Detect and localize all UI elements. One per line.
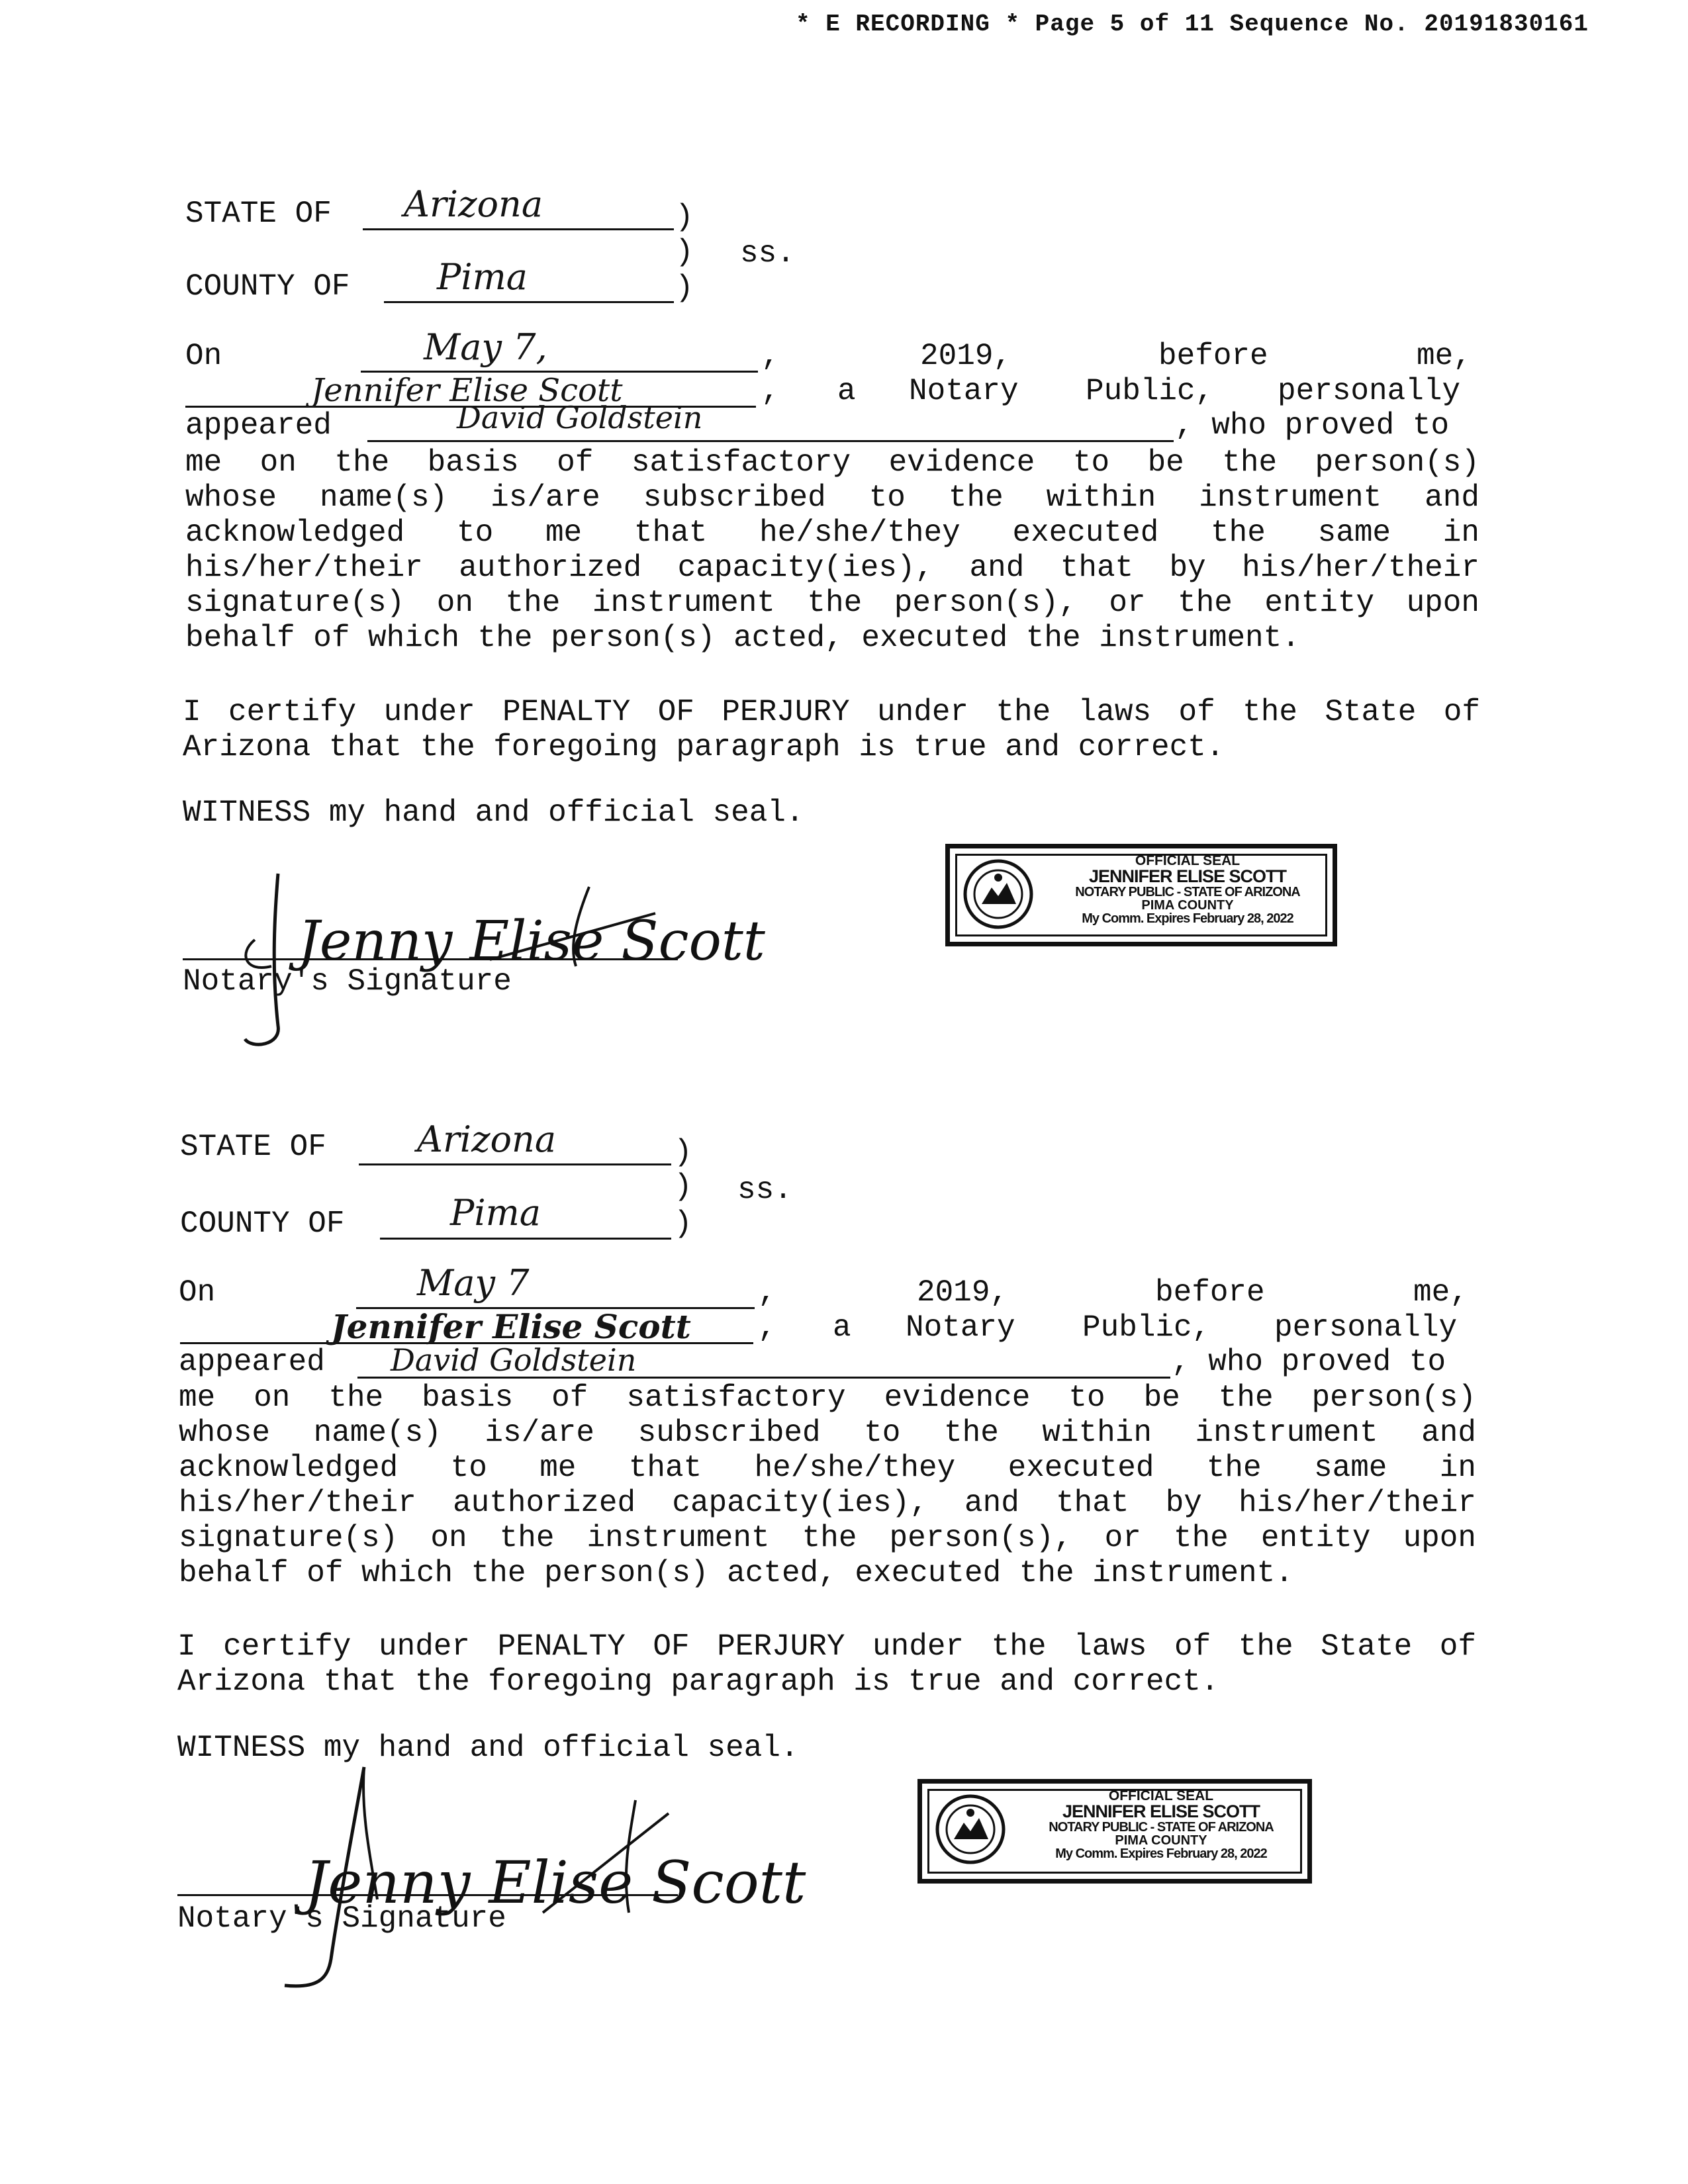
who-proved: , who proved to: [1175, 408, 1450, 443]
seal-line: My Comm. Expires February 28, 2022: [1082, 911, 1293, 926]
date-value: May 7,: [424, 326, 547, 368]
on-label: On: [179, 1275, 216, 1310]
notary-name: Jennifer Elise Scott: [331, 1307, 691, 1346]
certify-line: Arizona that the foregoing paragraph is true and correct.: [183, 730, 1225, 764]
seal-line: NOTARY PUBLIC - STATE OF ARIZONA: [1049, 1820, 1274, 1835]
appeared-label: appeared: [179, 1345, 325, 1379]
signature-underline: [183, 958, 678, 960]
paren: ): [675, 271, 694, 305]
state-value: Arizona: [417, 1118, 557, 1160]
witness-line: WITNESS my hand and official seal.: [177, 1731, 799, 1765]
county-value: Pima: [450, 1192, 541, 1234]
signature-script: Jenny Elise Scott: [305, 1848, 806, 1917]
comma: ,: [758, 1310, 776, 1345]
body-line: me on the basis of satisfactory evidence to be the person(s): [179, 1381, 1476, 1415]
date-value: May 7: [417, 1262, 530, 1304]
signature-script: Jenny Elise Scott: [298, 910, 765, 973]
comma: ,: [758, 1275, 776, 1310]
notary-seal: [917, 1779, 1312, 1884]
ss-label: ss.: [737, 1173, 792, 1207]
certify-line: I certify under PENALTY OF PERJURY under the laws of the State of: [183, 695, 1480, 729]
notary-name: Jennifer Elise Scott: [311, 372, 623, 409]
body-line: signature(s) on the instrument the person(s), or the entity upon: [179, 1521, 1476, 1555]
certify-paragraph: [177, 1629, 1476, 1700]
body-line: whose name(s) is/are subscribed to the within instrument and: [179, 1416, 1476, 1450]
me: me,: [1417, 339, 1472, 373]
notary: Notary: [909, 374, 1019, 408]
before: before: [1155, 1275, 1265, 1310]
seal-line: My Comm. Expires February 28, 2022: [1055, 1846, 1267, 1861]
me: me,: [1413, 1275, 1468, 1310]
paren: ): [675, 200, 694, 234]
personally: personally: [1278, 374, 1461, 408]
seal-line: OFFICIAL SEAL: [1108, 1788, 1214, 1803]
seal-line: NOTARY PUBLIC - STATE OF ARIZONA: [1075, 885, 1300, 899]
appeared-underline: [367, 440, 1174, 442]
seal-line: JENNIFER ELISE SCOTT: [1088, 866, 1287, 886]
on-label: On: [185, 339, 222, 373]
before: before: [1158, 339, 1268, 373]
who-proved: , who proved to: [1172, 1345, 1446, 1379]
appeared-value: David Goldstein: [457, 400, 703, 435]
body-line: his/her/their authorized capacity(ies), and that by his/her/their: [185, 551, 1479, 585]
notary-seal: [945, 844, 1337, 946]
seal-line: PIMA COUNTY: [1115, 1833, 1207, 1848]
certify-paragraph: [183, 695, 1480, 765]
seal-line: JENNIFER ELISE SCOTT: [1062, 1801, 1260, 1821]
paren: ): [674, 1206, 692, 1241]
acknowledgment-body: [179, 1381, 1476, 1591]
state-label: STATE OF: [185, 197, 332, 231]
certify-line: Arizona that the foregoing paragraph is true and correct.: [177, 1664, 1219, 1699]
a: a: [837, 374, 856, 408]
body-line: me on the basis of satisfactory evidence to be the person(s): [185, 445, 1479, 480]
appeared-value: David Goldstein: [391, 1342, 637, 1378]
signature-underline: [177, 1894, 678, 1896]
state-seal-icon: [934, 1793, 1007, 1866]
paren: ): [674, 1135, 692, 1169]
body-line: acknowledged to me that he/she/they executed the same in: [185, 516, 1479, 550]
state-label: STATE OF: [180, 1130, 326, 1164]
state-underline: [359, 1163, 671, 1165]
witness-line: WITNESS my hand and official seal.: [183, 796, 804, 830]
county-underline: [384, 301, 674, 303]
appeared-label: appeared: [185, 408, 332, 443]
seal-text: [1021, 1789, 1301, 1860]
a: a: [833, 1310, 851, 1345]
seal-line: OFFICIAL SEAL: [1135, 853, 1241, 868]
signature-label: Notary's Signature: [177, 1901, 506, 1936]
body-line: behalf of which the person(s) acted, executed the instrument.: [179, 1556, 1293, 1590]
notary: Notary: [906, 1310, 1015, 1345]
paren: ): [674, 1169, 692, 1204]
county-value: Pima: [437, 256, 528, 298]
notary-signature: [179, 860, 765, 1052]
county-label: COUNTY OF: [180, 1206, 345, 1241]
body-line: whose name(s) is/are subscribed to the within instrument and: [185, 480, 1479, 515]
state-seal-icon: [962, 858, 1035, 931]
notary-signature: [172, 1760, 806, 1999]
acknowledgment-body: [185, 445, 1479, 656]
year: 2019,: [917, 1275, 1009, 1310]
public: Public,: [1082, 1310, 1211, 1345]
personally: personally: [1274, 1310, 1458, 1345]
ss-label: ss.: [740, 236, 795, 271]
seal-text: [1049, 854, 1326, 925]
certify-line: I certify under PENALTY OF PERJURY under the laws of the State of: [177, 1629, 1476, 1664]
year: 2019,: [920, 339, 1012, 373]
recording-header: * E RECORDING * Page 5 of 11 Sequence No. 20191830161: [796, 11, 1589, 38]
county-underline: [380, 1238, 671, 1240]
signature-label: Notary's Signature: [183, 964, 512, 999]
body-line: signature(s) on the instrument the person(s), or the entity upon: [185, 586, 1479, 620]
body-line: behalf of which the person(s) acted, executed the instrument.: [185, 621, 1300, 655]
state-underline: [363, 228, 674, 230]
body-line: acknowledged to me that he/she/they executed the same in: [179, 1451, 1476, 1485]
body-line: his/her/their authorized capacity(ies), and that by his/her/their: [179, 1486, 1476, 1520]
seal-line: PIMA COUNTY: [1141, 898, 1234, 913]
state-value: Arizona: [404, 183, 543, 225]
comma: ,: [761, 374, 780, 408]
paren: ): [675, 235, 694, 269]
comma: ,: [761, 339, 780, 373]
county-label: COUNTY OF: [185, 269, 350, 304]
public: Public,: [1086, 374, 1214, 408]
